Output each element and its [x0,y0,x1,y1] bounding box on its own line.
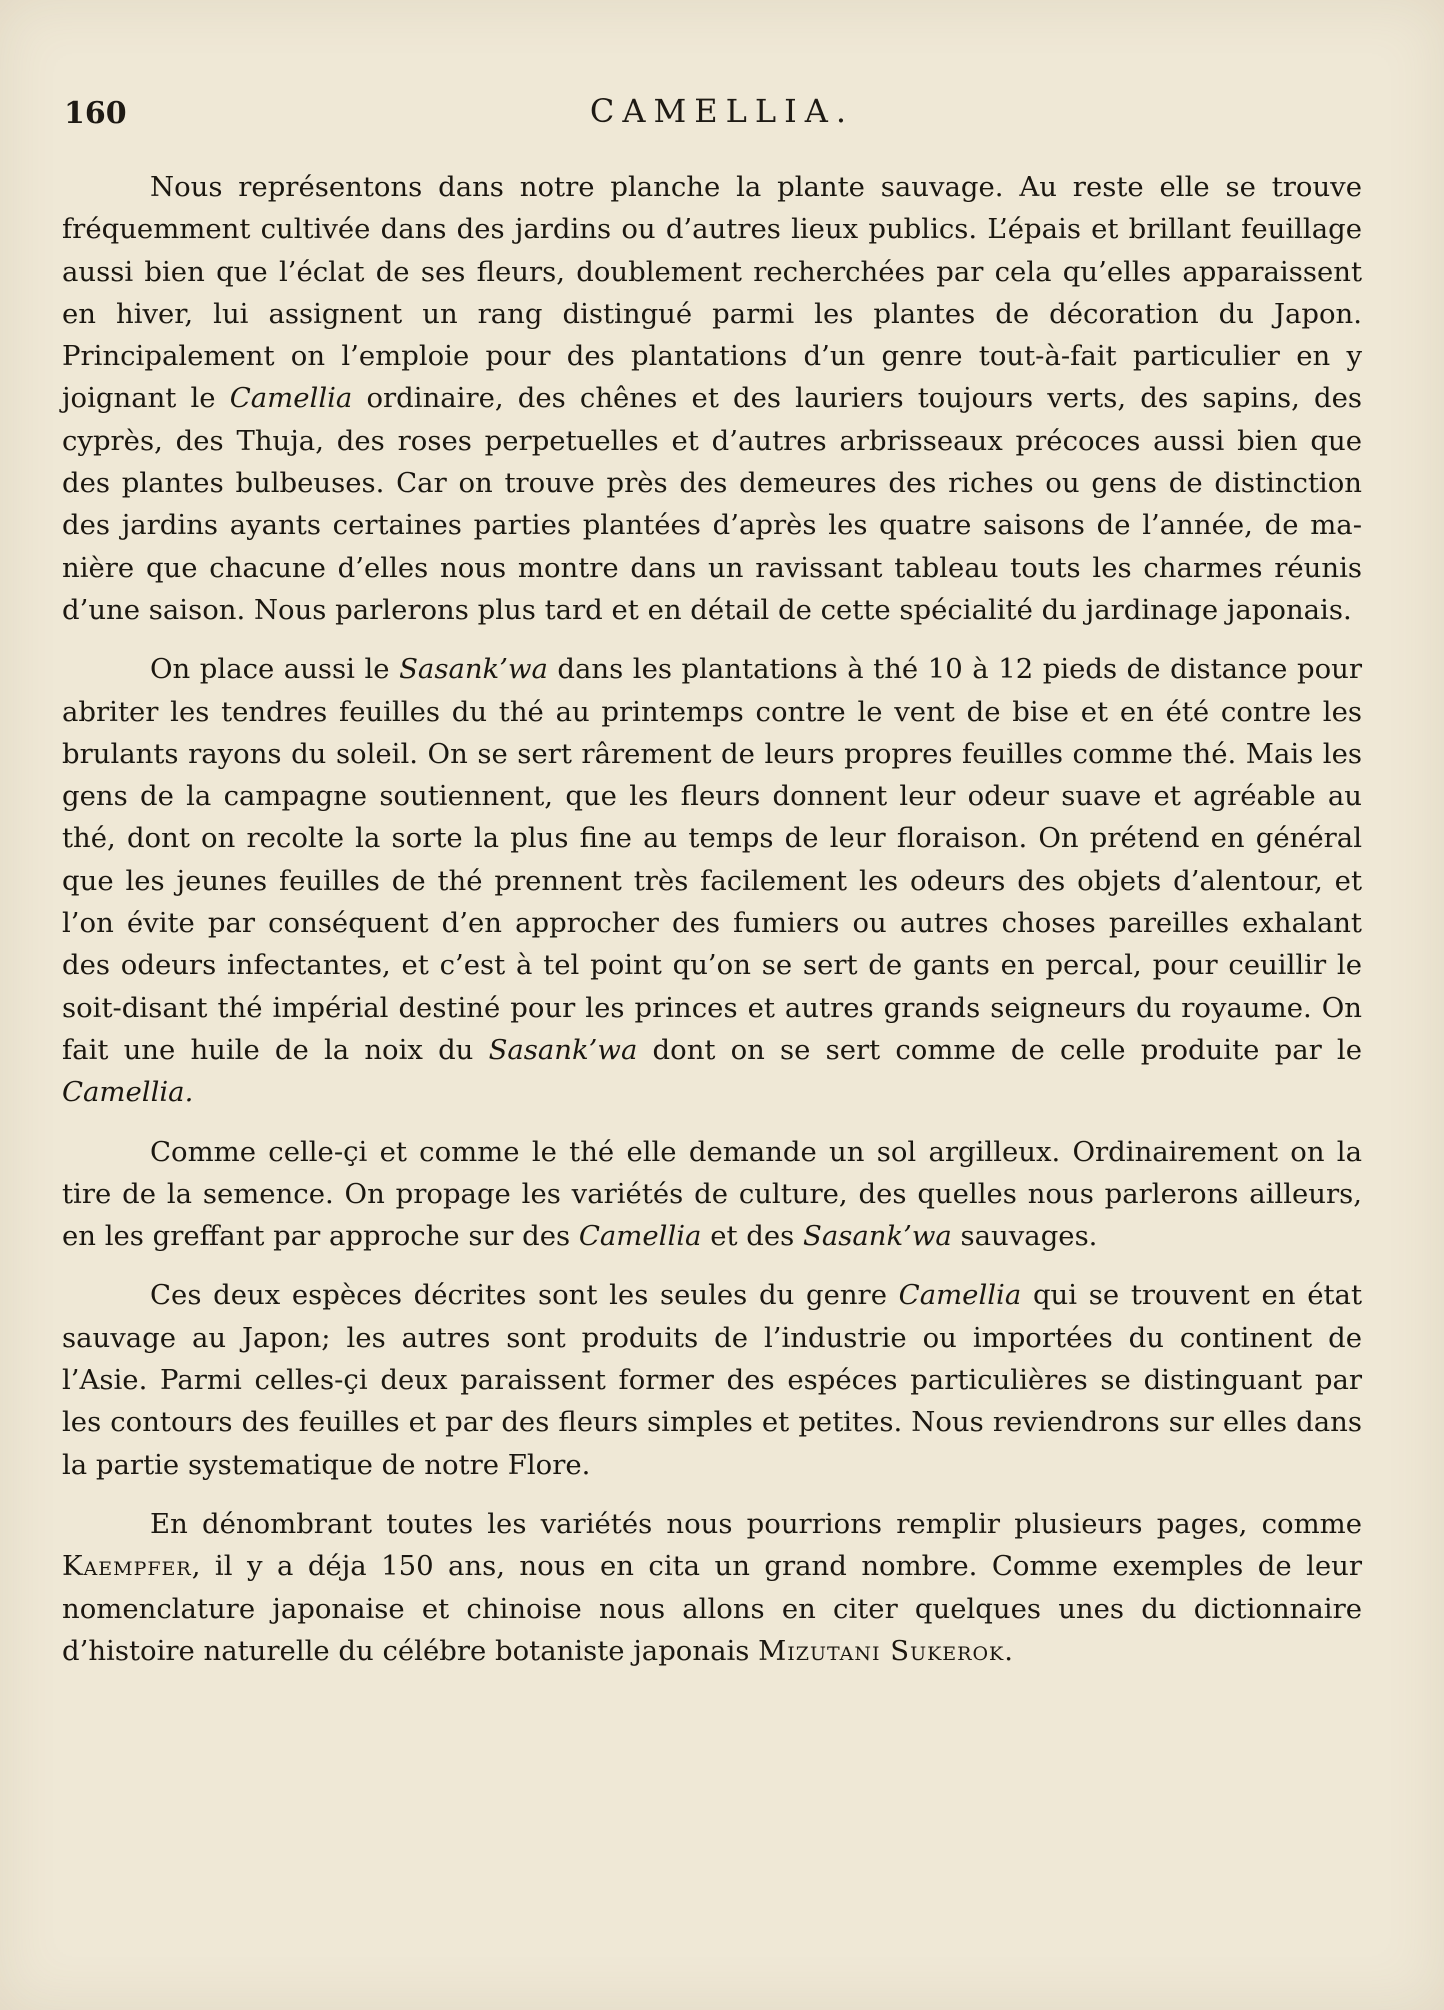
author-name: Kaempfer [62,1550,192,1583]
taxon-name: Camellia [578,1220,702,1253]
text-segment: En dénombrant toutes les variétés nous pourrions remplir plusieurs pages, comme [150,1507,1362,1540]
taxon-name: Camellia. [62,1076,194,1109]
paragraph [62,1274,1362,1485]
text-segment: dont on se sert comme de celle produite par le [637,1033,1362,1066]
paragraph [62,166,1362,631]
text-segment: Nous représentons dans notre planche la plante sauvage. Au reste elle se trouve fréquemment cultivée dans des jardins ou d’autres lieux publics. L’épais et brillant feuillage aussi bien que l’éclat de ses fleurs, doublement recherchées par cela qu’elles apparaissent en hiver, lui assignent un rang distingué parmi les plantes de décoration du Japon. Principalement on l’emploie pour des plantations d’un genre tout-à-fait particulier en y joignant le [62,171,1362,415]
text-segment: On place aussi le [150,653,400,686]
text-segment: Comme celle-çi et comme le thé elle demande un sol argilleux. Ordinairement on la tire de la semence. On propage les variétés de culture, des quelles nous parlerons ailleurs, en les greffant par approche sur des [62,1135,1362,1253]
text-segment: sauvages. [951,1220,1098,1253]
text-segment: ordinaire, des chênes et des lauriers toujours verts, des sapins, des cyprès, des Thuja, des roses perpetuelles et d’autres arbrisseaux précoces aussi bien que des plantes bulbeuses. Car on trouve près des demeures des riches ou gens de distinction des jardins ayants certaines parties plantées d’après les quatre saisons de l’année, de manière que chacune d’elles nous montre dans un ravissant tableau touts les charmes réunis d’une saison. Nous parlerons plus tard et en détail de cette spécialité du jardinage japonais. [62,382,1362,626]
text-segment: . [1004,1634,1013,1667]
page-number: 160 [64,96,127,131]
text-segment: , il y a déja 150 ans, nous en cita un grand nombre. Comme exemples de leur nomenclature japonaise et chinoise nous allons en citer quelques unes du dictionnaire d’histoire naturelle du célébre botaniste japonais [62,1550,1362,1667]
taxon-name: Sasank’wa [399,653,548,686]
running-title: CAMELLIA. [589,92,855,130]
body-text [62,166,1362,1672]
paragraph [62,1131,1362,1258]
text-segment: Ces deux espèces décrites sont les seules du genre [150,1279,899,1312]
paragraph [62,1503,1362,1672]
page-header [62,92,1382,132]
taxon-name: Camellia [229,382,353,415]
text-segment: et des [701,1220,803,1253]
taxon-name: Sasank’wa [803,1220,952,1253]
paragraph [62,648,1362,1113]
text-segment: dans les plantations à thé 10 à 12 pieds de distance pour abriter les tendres feuilles du thé au printemps contre le vent de bise et en été contre les brulants rayons du soleil. On se sert rârement de leurs propres feuilles comme thé. Mais les gens de la campagne soutiennent, que les fleurs donnent leur odeur suave et agréable au thé, dont on recolte la sorte la plus fine au temps de leur floraison. On prétend en général que les jeunes feuilles de thé prennent très facilement les odeurs des objets d’alentour, et l’on évite par conséquent d’en approcher des fumiers ou autres choses pareilles exhalant des odeurs infectantes, et c’est à tel point qu’on se sert de gants en percal, pour ceuillir le soit-disant thé impérial destiné pour les princes et autres grands seigneurs du royaume. On fait une huile de la noix du [62,653,1362,1066]
taxon-name: Sasank’wa [488,1033,638,1066]
author-name: Mizutani Sukerok [758,1634,1005,1667]
text-segment: qui se trouvent en état sauvage au Japon; les autres sont produits de l’industrie ou importées du continent de l’Asie. Parmi celles-çi deux paraissent former des espéces particulières se distinguant par les contours des feuilles et par des fleurs simples et petites. Nous reviendrons sur elles dans la partie systematique de notre Flore. [62,1279,1362,1481]
taxon-name: Camellia [898,1279,1022,1312]
